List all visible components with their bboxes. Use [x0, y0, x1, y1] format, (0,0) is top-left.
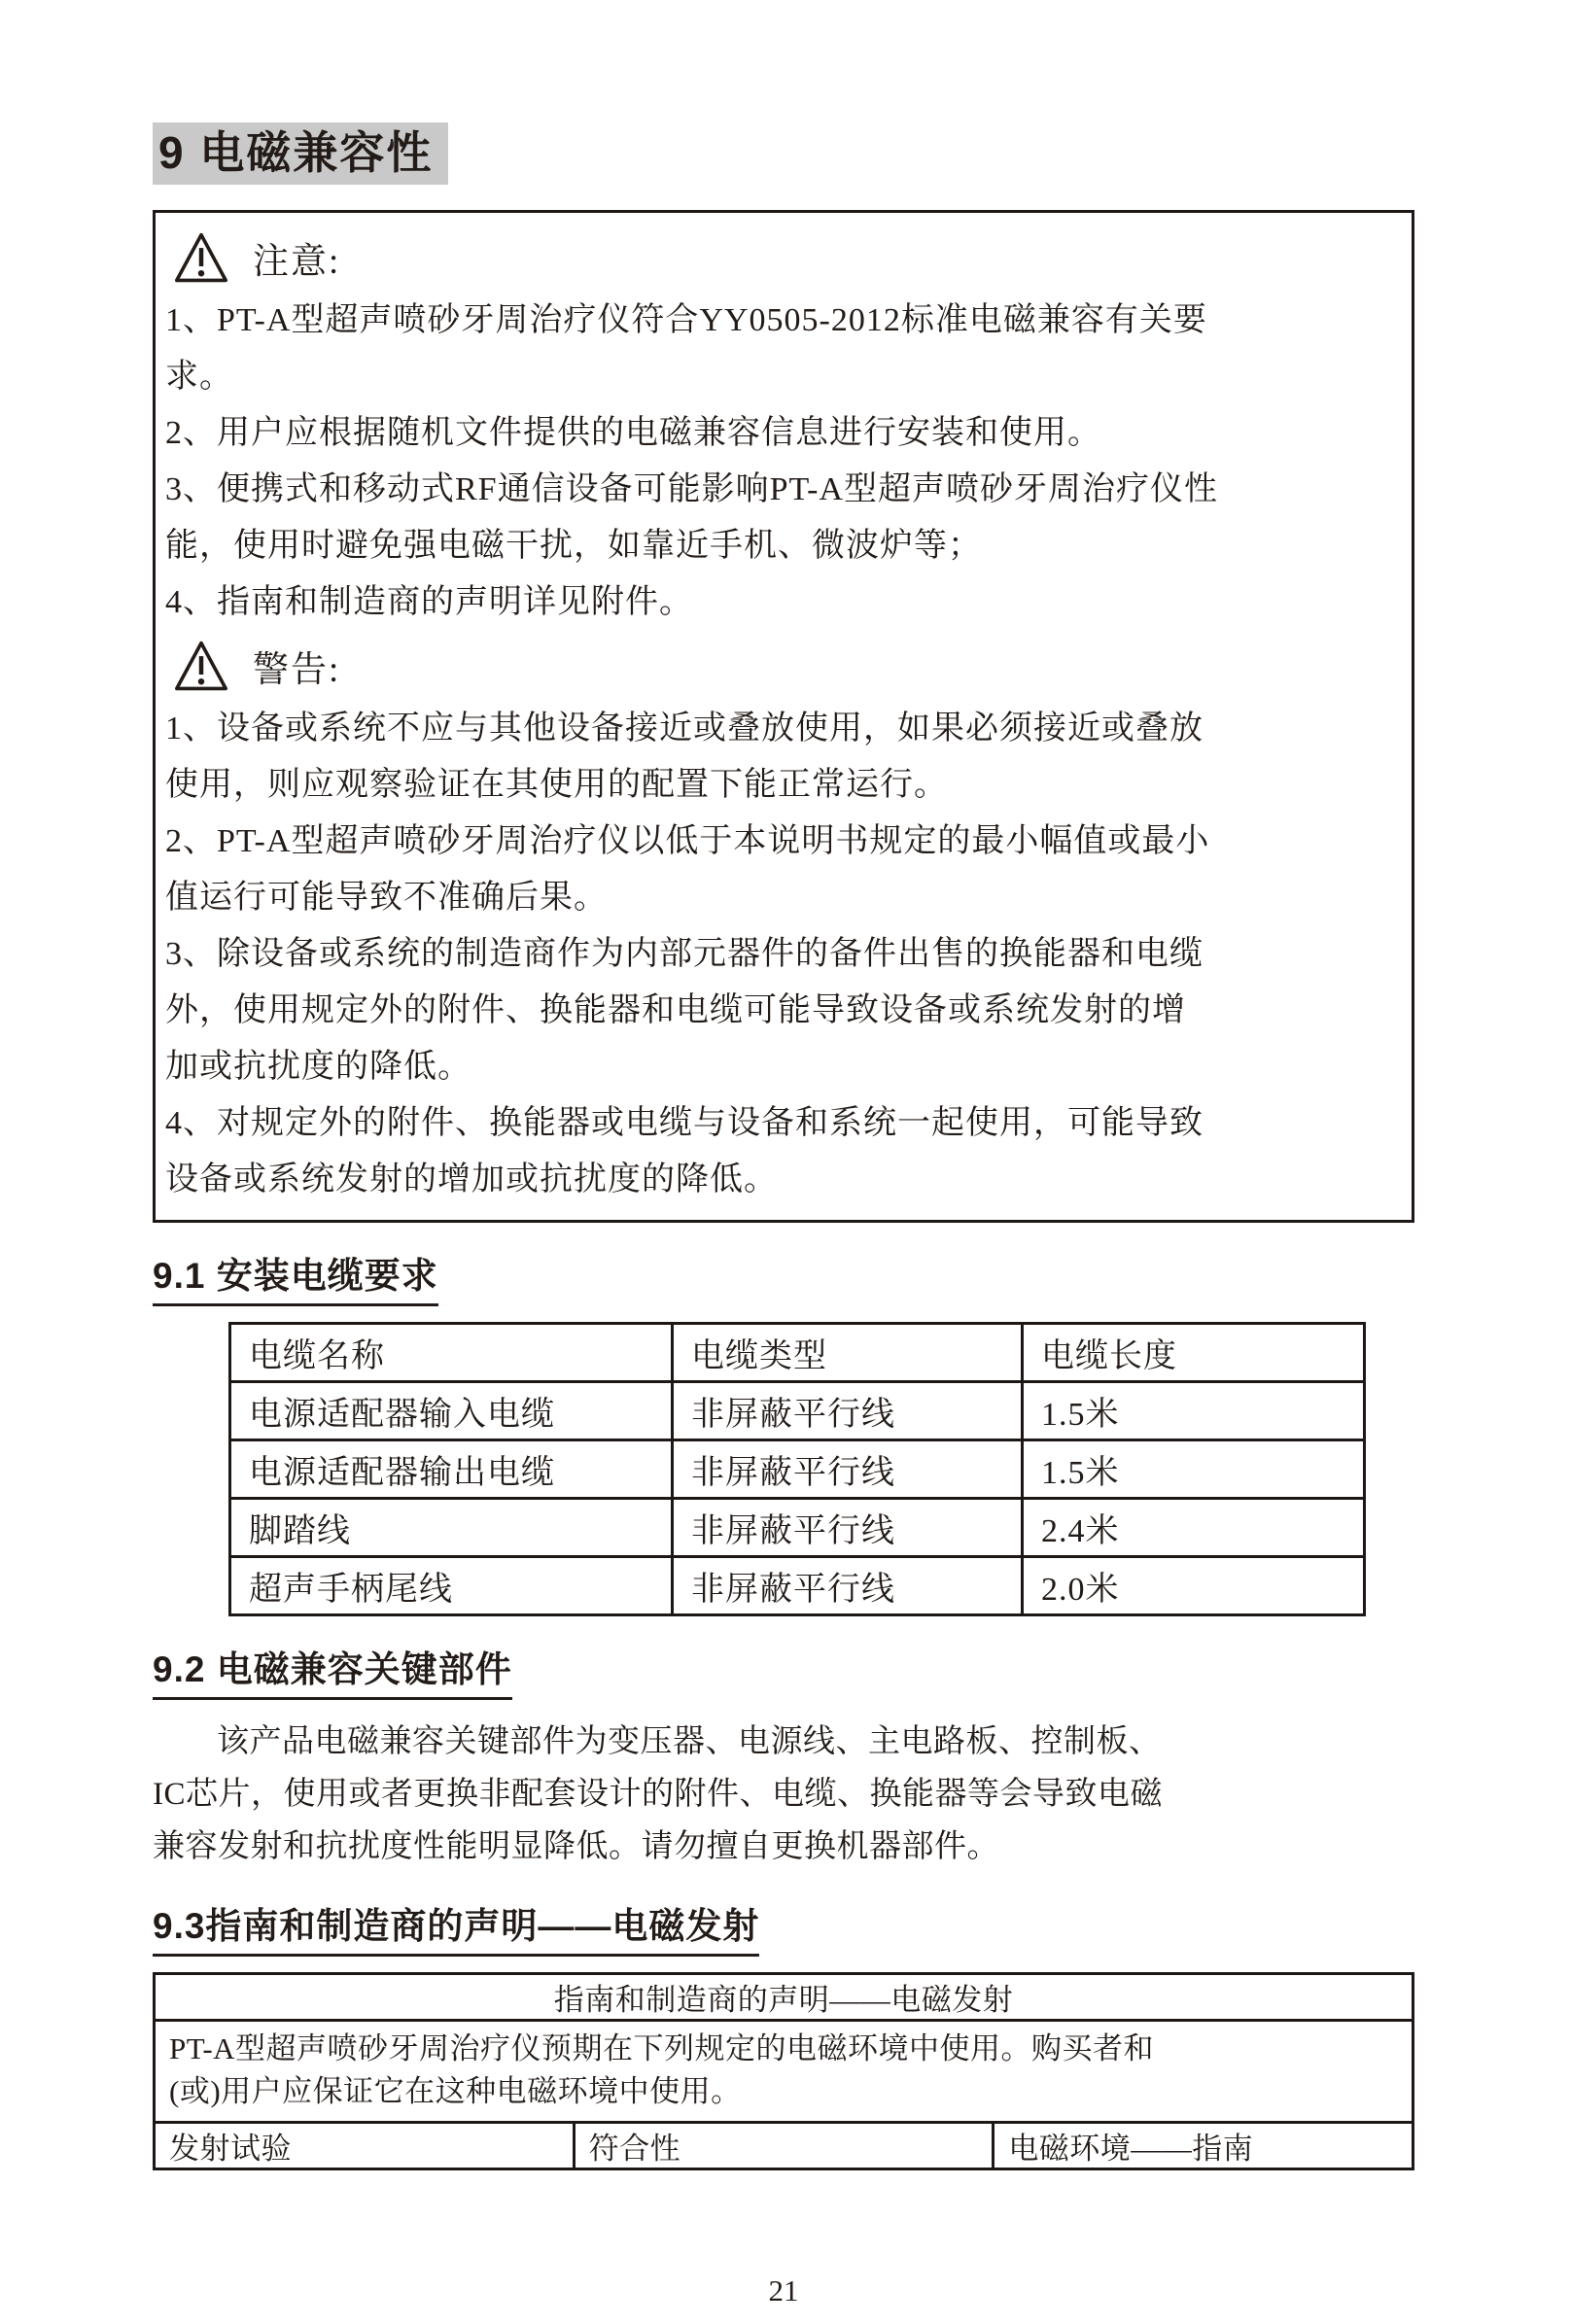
emc-header-row	[155, 2123, 1413, 2169]
caution-line-3: 2、用户应根据随机文件提供的电磁兼容信息进行安装和使用。	[165, 415, 1101, 452]
caution-label: 注意:	[253, 242, 341, 283]
warning-line-7: 加或抗扰度的降低。	[165, 1049, 471, 1086]
warning-triangle-icon	[173, 640, 229, 692]
caution-line-1: 1、PT-A型超声喷砂牙周治疗仪符合YY0505-2012标准电磁兼容有关要	[165, 302, 1207, 339]
emc-emission-table	[153, 1972, 1414, 2170]
section-9-2-paragraph	[153, 1716, 1414, 1873]
cell-cable-length: 1.5米	[1023, 1382, 1365, 1440]
section-9-1-title: 9.1 安装电缆要求	[153, 1246, 438, 1306]
warning-header	[165, 631, 1398, 701]
emc-description-cell	[155, 2021, 1413, 2123]
paragraph-line-2: IC芯片，使用或者更换非配套设计的附件、电缆、换能器等会导致电磁	[153, 1777, 1163, 1813]
warning-label: 警告:	[253, 650, 341, 691]
col-header-cable-type: 电缆类型	[673, 1324, 1023, 1382]
col-header-cable-name: 电缆名称	[230, 1324, 673, 1382]
warning-triangle-icon	[173, 231, 229, 284]
warning-line-6: 外，使用规定外的附件、换能器和电缆可能导致设备或系统发射的增	[165, 992, 1186, 1029]
cell-cable-name: 电源适配器输出电缆	[230, 1440, 673, 1499]
section-9-3-title: 9.3指南和制造商的声明——电磁发射	[153, 1896, 759, 1957]
col-header-cable-length: 电缆长度	[1023, 1324, 1365, 1382]
emc-description-line-1: PT-A型超声喷砂牙周治疗仪预期在下列规定的电磁环境中使用。购买者和	[169, 2031, 1155, 2066]
emc-header-compliance: 符合性	[574, 2123, 994, 2169]
caution-line-4: 3、便携式和移动式RF通信设备可能影响PT-A型超声喷砂牙周治疗仪性	[165, 471, 1219, 508]
warning-line-1: 1、设备或系统不应与其他设备接近或叠放使用，如果必须接近或叠放	[165, 711, 1204, 747]
cell-cable-length: 1.5米	[1023, 1440, 1365, 1499]
emc-description-row	[155, 2021, 1413, 2123]
cell-cable-length: 2.4米	[1023, 1499, 1365, 1557]
caution-header	[165, 223, 1398, 293]
emc-header-environment-guide: 电磁环境——指南	[994, 2123, 1413, 2169]
emc-table-title: 指南和制造商的声明——电磁发射	[155, 1974, 1413, 2021]
cell-cable-length: 2.0米	[1023, 1557, 1365, 1615]
cable-requirements-table	[228, 1322, 1366, 1616]
caution-line-5: 能，使用时避免强电磁干扰，如靠近手机、微波炉等；	[165, 528, 982, 565]
caution-line-6: 4、指南和制造商的声明详见附件。	[165, 584, 693, 621]
warning-line-2: 使用，则应观察验证在其使用的配置下能正常运行。	[165, 767, 948, 804]
cell-cable-name: 超声手柄尾线	[230, 1557, 673, 1615]
table-row	[230, 1499, 1365, 1557]
table-row	[230, 1382, 1365, 1440]
table-header-row	[230, 1324, 1365, 1382]
cell-cable-type: 非屏蔽平行线	[673, 1499, 1023, 1557]
warning-line-8: 4、对规定外的附件、换能器或电缆与设备和系统一起使用，可能导致	[165, 1105, 1204, 1142]
warning-line-4: 值运行可能导致不准确后果。	[165, 880, 608, 917]
warning-line-5: 3、除设备或系统的制造商作为内部元器件的备件出售的换能器和电缆	[165, 936, 1204, 973]
table-row	[230, 1440, 1365, 1499]
emc-header-emission-test: 发射试验	[155, 2123, 575, 2169]
page-number: 21	[768, 2273, 799, 2308]
cell-cable-type: 非屏蔽平行线	[673, 1382, 1023, 1440]
cell-cable-name: 脚踏线	[230, 1499, 673, 1557]
warning-line-3: 2、PT-A型超声喷砂牙周治疗仪以低于本说明书规定的最小幅值或最小	[165, 823, 1210, 860]
cell-cable-type: 非屏蔽平行线	[673, 1440, 1023, 1499]
paragraph-line-1: 该产品电磁兼容关键部件为变压器、电源线、主电路板、控制板、	[217, 1724, 1162, 1760]
warning-line-9: 设备或系统发射的增加或抗扰度的降低。	[165, 1162, 778, 1198]
cell-cable-type: 非屏蔽平行线	[673, 1557, 1023, 1615]
emc-title-row	[155, 1974, 1413, 2021]
paragraph-line-3: 兼容发射和抗扰度性能明显降低。请勿擅自更换机器部件。	[153, 1829, 999, 1865]
notice-box	[153, 210, 1414, 1223]
emc-description-line-2: (或)用户应保证它在这种电磁环境中使用。	[169, 2074, 742, 2109]
section-9-2-title: 9.2 电磁兼容关键部件	[153, 1640, 512, 1700]
chapter-heading: 9 电磁兼容性	[153, 122, 448, 185]
table-row	[230, 1557, 1365, 1615]
cell-cable-name: 电源适配器输入电缆	[230, 1382, 673, 1440]
caution-line-2: 求。	[165, 359, 233, 396]
